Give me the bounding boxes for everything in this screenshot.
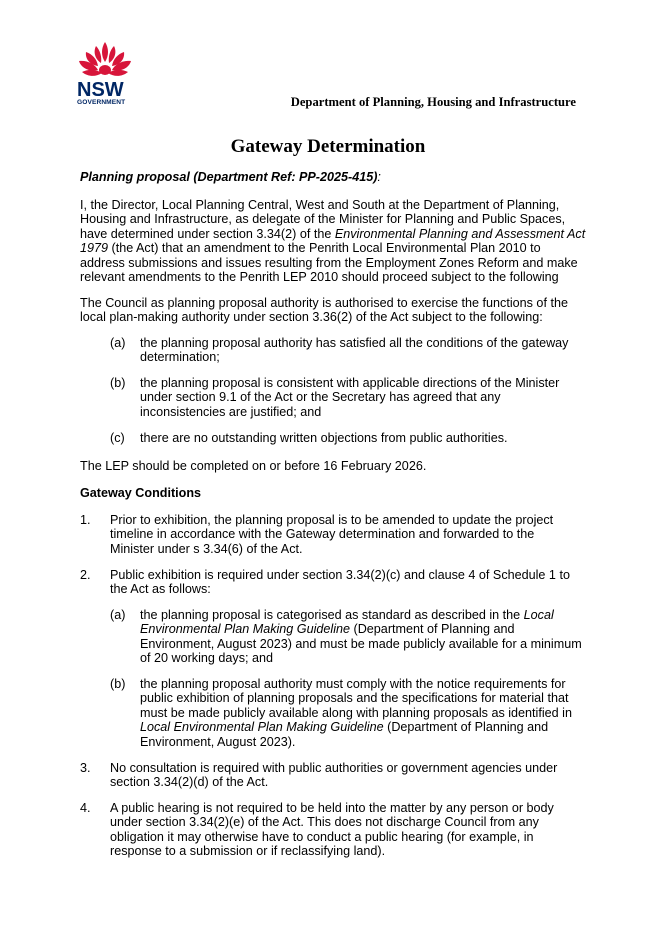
item-text-post: (Department of Planning and Environment, August 2023). xyxy=(140,720,549,749)
condition-label: (b) xyxy=(110,376,126,390)
department-name: Department of Planning, Housing and Infrastructure xyxy=(290,95,576,109)
condition-label: (a) xyxy=(110,336,126,350)
condition-text: No consultation is required with public authorities or government agencies under section 3.34(2)(d) of the Act. xyxy=(110,761,558,790)
intro-paragraph xyxy=(80,198,586,284)
waratah-icon xyxy=(74,40,140,82)
item-text-post: (Department of Planning and Environment, August 2023) and must be made publicly available for a minimum of 20 working days; and xyxy=(140,622,582,666)
condition-text: Prior to exhibition, the planning proposal is to be amended to update the project timeline in accordance with the Gateway determination and forwarded to the Minister under s 3.34(6) of the Act. xyxy=(110,513,554,556)
authority-paragraph: The Council as planning proposal authority is authorised to exercise the functions of the local plan-making authority under section 3.36(2) of the Act subject to the following: xyxy=(80,296,568,325)
item-label: (b) xyxy=(110,677,126,691)
item-text-pre: the planning proposal authority must comply with the notice requirements for public exhibition of planning proposals and the specifications for material that must be made publicly available along with planning proposals as identified in xyxy=(140,677,572,720)
completion-date: The LEP should be completed on or before 16 February 2026. xyxy=(80,459,427,473)
gateway-condition-3 xyxy=(80,761,580,791)
proposal-ref: Planning proposal (Department Ref: PP-2025-415) xyxy=(80,170,378,184)
proposal-colon: : xyxy=(377,170,381,184)
item-text-pre: the planning proposal is categorised as standard as described in the xyxy=(140,608,524,622)
act-name: Environmental Planning and Assessment Act 1979 xyxy=(80,226,586,256)
authority-condition-b xyxy=(110,376,580,420)
item-label: (a) xyxy=(110,608,126,622)
proposal-heading xyxy=(80,170,580,184)
nsw-government-logo xyxy=(74,40,140,108)
condition-label: (c) xyxy=(110,431,125,445)
item-text xyxy=(140,677,582,749)
condition-text: the planning proposal is consistent with applicable directions of the Minister under section 9.1 of the Act or the Secretary has agreed that any inconsistencies are justified; and xyxy=(140,376,560,419)
guideline-title: Local Environmental Plan Making Guideline xyxy=(140,608,554,637)
condition-text: A public hearing is not required to be held into the matter by any person or body under section 3.34(2)(e) of the Act. This does not discharge Council from any obligation it may otherwise have to conduct a public hearing (for example, in response to a submission or if reclassifying land). xyxy=(110,801,554,859)
guideline-title: Local Environmental Plan Making Guideline xyxy=(140,720,384,735)
authority-condition-a xyxy=(110,336,580,366)
condition-text: the planning proposal authority has satisfied all the conditions of the gateway determination; xyxy=(140,336,569,365)
item-text xyxy=(140,608,586,666)
condition-number: 3. xyxy=(80,761,91,775)
condition-number: 2. xyxy=(80,568,91,582)
page-title: Gateway Determination xyxy=(230,136,426,157)
gateway-condition-2 xyxy=(80,568,580,598)
exhibition-item-a xyxy=(110,608,586,668)
intro-part1: I, the Director, Local Planning Central, West and South at the Department of Planning, Housing and Infrastructure, as delegate of the Minister for Planning and Public Spaces, have determined under section 3.34(2) of the xyxy=(80,198,566,241)
condition-number: 4. xyxy=(80,801,91,815)
logo-government-text: GOVERNMENT xyxy=(77,99,126,106)
authority-condition-c xyxy=(110,431,580,447)
gateway-condition-1 xyxy=(80,513,580,557)
condition-text: there are no outstanding written objections from public authorities. xyxy=(140,431,508,445)
gateway-condition-4 xyxy=(80,801,580,861)
condition-number: 1. xyxy=(80,513,91,527)
condition-text: Public exhibition is required under section 3.34(2)(c) and clause 4 of Schedule 1 to the Act as follows: xyxy=(110,568,570,597)
conditions-heading: Gateway Conditions xyxy=(80,486,202,500)
logo-nsw-text: NSW xyxy=(77,79,124,101)
intro-part2: (the Act) that an amendment to the Penrith Local Environmental Plan 2010 to address submissions and issues resulting from the Employment Zones Reform and make relevant amendments to the Penrith LEP 2010 should proceed subject to the following xyxy=(80,241,578,285)
exhibition-item-b xyxy=(110,677,586,751)
